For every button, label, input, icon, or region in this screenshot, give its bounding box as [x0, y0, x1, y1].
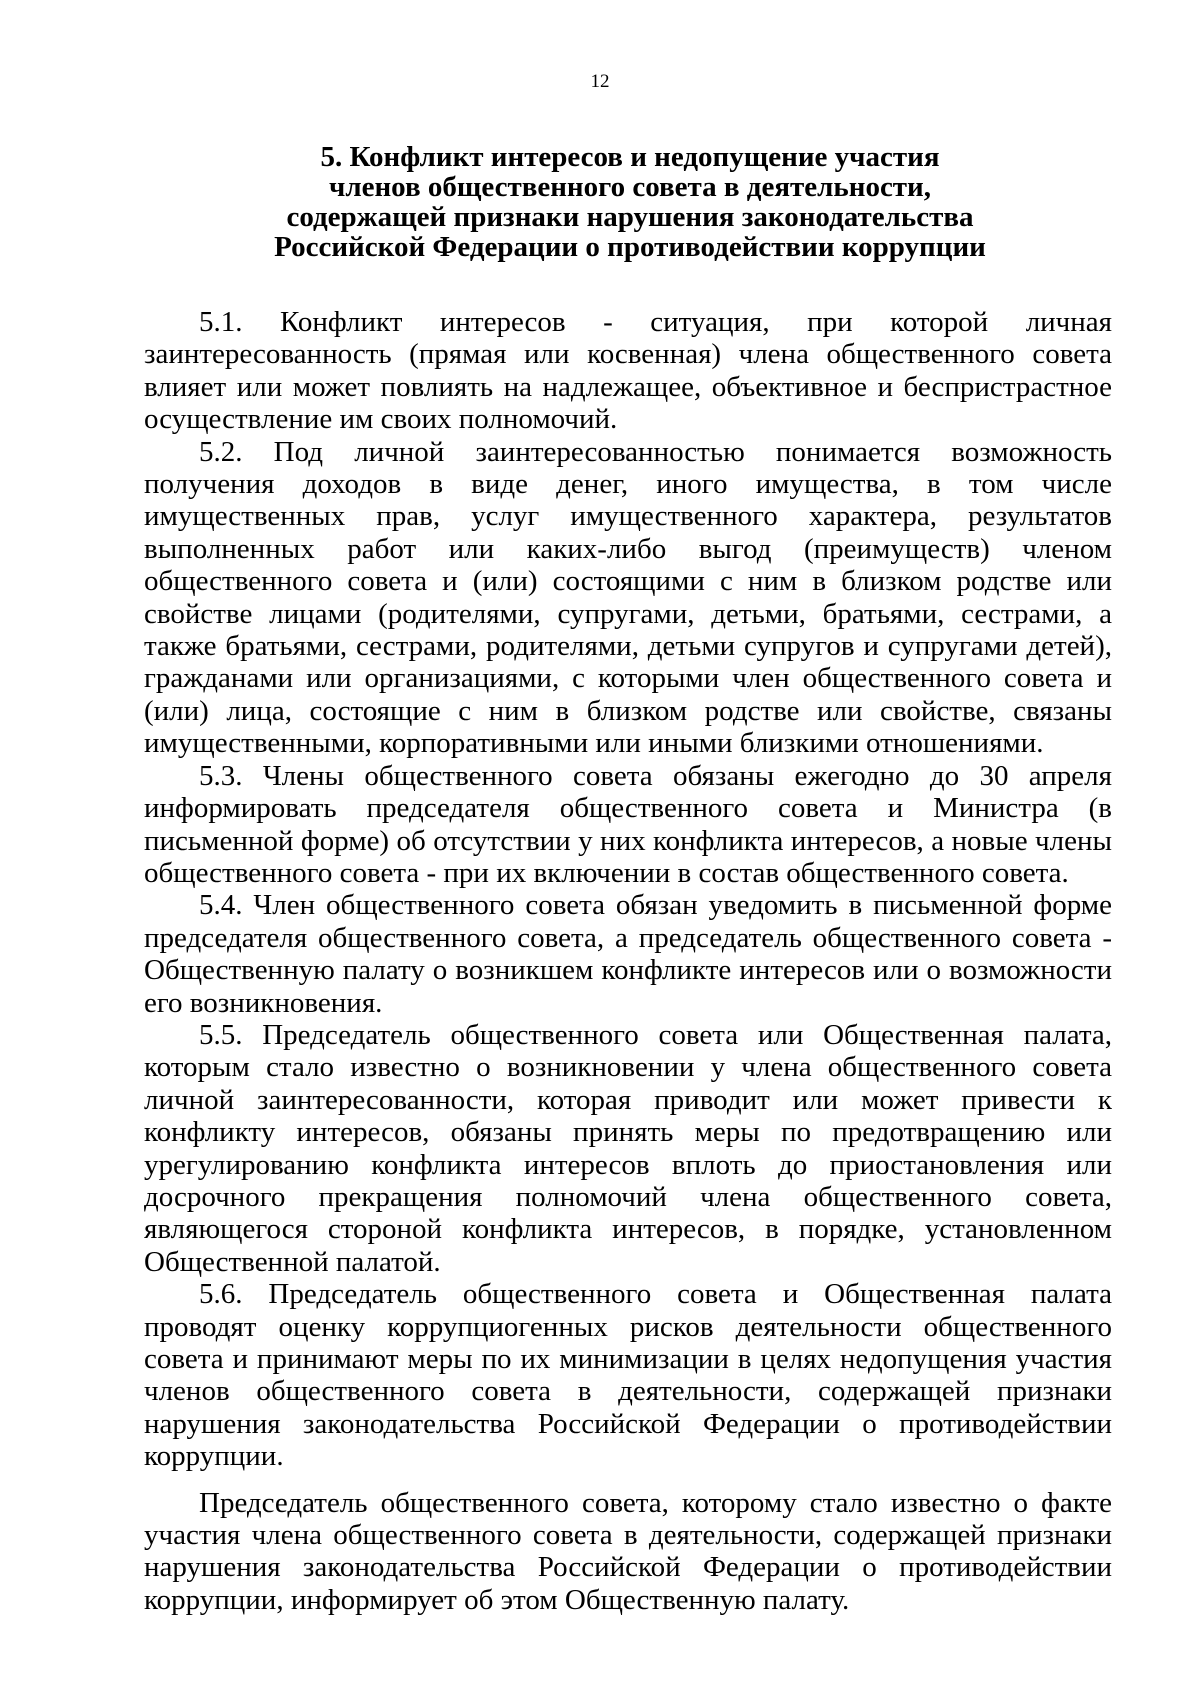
clause-5-2: 5.2. Под личной заинтересованностью понимается возможность получения доходов в виде денег, иного имущества, в том числе имущественных прав, услуг имущественного характера, результатов выполненных работ или каких-либо выгод (преимуществ) членом общественного совета и (или) состоящими с ним в близком родстве или свойстве лицами (родителями, супругами, детьми, братьями, сестрами, а также братьями, сестрами, родителями, детьми супругов и супругами детей), гражданами или организациями, с которыми член общественного совета и (или) лица, состоящие с ним в близком родстве или свойстве, связаны имущественными, корпоративными или иными близкими отношениями.	[144, 435, 1112, 760]
section-title-line: содержащей признаки нарушения законодательства	[286, 201, 974, 233]
clause-5-5: 5.5. Председатель общественного совета или Общественная палата, которым стало известно о возникновении у члена общественного совета личной заинтересованности, которая приводит или может привести к конфликту интересов, обязаны принять меры по предотвращению или урегулированию конфликта интересов вплоть до приостановления или досрочного прекращения полномочий члена общественного совета, являющегося стороной конфликта интересов, в порядке, установленном Общественной палатой.	[144, 1018, 1112, 1278]
page-number: 12	[590, 71, 610, 92]
clause-5-1: 5.1. Конфликт интересов - ситуация, при которой личная заинтересованность (прямая или косвенная) члена общественного совета влияет или может повлиять на надлежащее, объективное и беспристрастное осуществление им своих полномочий.	[144, 306, 1112, 436]
clause-5-6: 5.6. Председатель общественного совета и Общественная палата проводят оценку коррупциогенных рисков деятельности общественного совета и принимают меры по их минимизации в целях недопущения участия членов общественного совета в деятельности, содержащей признаки нарушения законодательства Российской Федерации о противодействии коррупции.	[144, 1278, 1112, 1473]
clause-5-4: 5.4. Член общественного совета обязан уведомить в письменной форме председателя общественного совета, а председатель общественного совета - Общественную палату о возникшем конфликте интересов или о возможности его возникновения.	[144, 889, 1112, 1019]
clause-5-3: 5.3. Члены общественного совета обязаны ежегодно до 30 апреля информировать председателя общественного совета и Министра (в письменной форме) об отсутствии у них конфликта интересов, а новые члены общественного совета - при их включении в состав общественного совета.	[144, 759, 1112, 889]
section-title-line: членов общественного совета в деятельности,	[328, 171, 932, 203]
section-title	[130, 142, 1130, 262]
section-title-line: Российской Федерации о противодействии коррупции	[274, 231, 986, 263]
closing-paragraph: Председатель общественного совета, которому стало известно о факте участия члена общественного совета в деятельности, содержащей признаки нарушения законодательства Российской Федерации о противодействии коррупции, информирует об этом Общественную палату.	[144, 1486, 1112, 1616]
document-body	[144, 306, 1112, 1616]
section-title-line: 5. Конфликт интересов и недопущение участия	[320, 141, 940, 173]
